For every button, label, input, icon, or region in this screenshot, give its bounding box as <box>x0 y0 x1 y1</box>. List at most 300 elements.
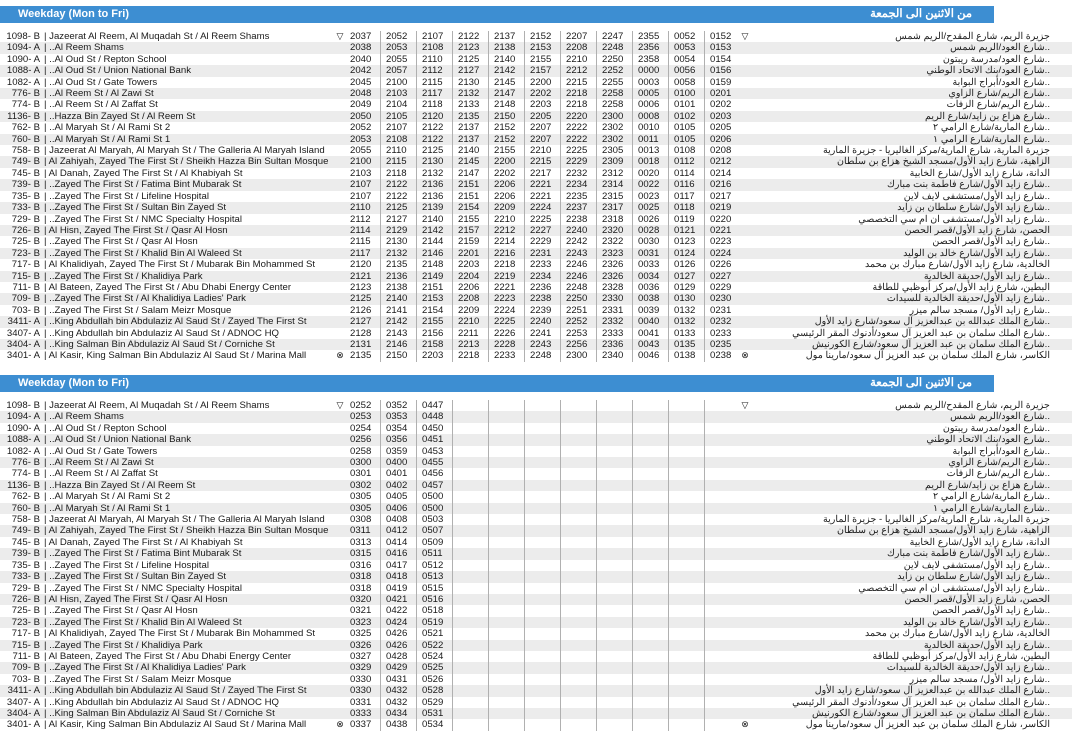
marker-cell <box>740 434 750 445</box>
departure-time: 0456 <box>417 468 453 479</box>
departure-time: 2140 <box>453 145 489 156</box>
empty-time-cell <box>633 491 669 502</box>
empty-time-cell <box>525 434 561 445</box>
marker-cell <box>335 423 345 434</box>
empty-time-cell <box>705 537 741 548</box>
stop-name-en: | ..Al Reem St / Al Zawi St <box>42 457 335 468</box>
empty-time-cell <box>705 571 741 582</box>
empty-time-cell <box>489 457 525 468</box>
departure-time: 2205 <box>525 111 561 122</box>
departure-time: 0132 <box>669 305 705 316</box>
marker-cell <box>740 446 750 457</box>
empty-time-cell <box>597 594 633 605</box>
timetable-section-2 <box>0 375 1050 731</box>
empty-time-cell <box>633 514 669 525</box>
stop-name-en: | ..Hazza Bin Zayed St / Al Reem St <box>42 111 335 122</box>
marker-cell <box>740 525 750 536</box>
stop-name-en: | ..Al Oud St / Repton School <box>44 422 167 434</box>
empty-time-cell <box>525 697 561 708</box>
empty-time-cell <box>453 548 489 559</box>
stop-name-ar: ..شارع العود/بنك الاتحاد الوطني <box>750 434 1072 445</box>
departure-time: 2221 <box>525 179 561 190</box>
timetable-row <box>0 491 1072 502</box>
marker-cell <box>335 411 345 422</box>
trip-start-end-marker-icon: ⊗ <box>741 350 749 361</box>
empty-time-cell <box>561 503 597 514</box>
empty-time-cell <box>525 548 561 559</box>
empty-time-cell <box>453 617 489 628</box>
departure-time: 0028 <box>633 225 669 236</box>
departure-time: 2136 <box>381 271 417 282</box>
timetable-row <box>0 468 1072 479</box>
departure-time: 2223 <box>489 293 525 304</box>
departure-time: 2228 <box>489 339 525 350</box>
departure-time: 0003 <box>633 77 669 88</box>
stop-code: 739- B <box>0 179 42 190</box>
stop-name-ar: ..شارع زايد الأول/مستشفى ان ام سي التخصصي <box>858 582 1050 594</box>
stop-code: 717- B <box>11 628 40 640</box>
departure-time: 2214 <box>489 236 525 247</box>
departure-time: 2108 <box>417 42 453 53</box>
departure-time: 0031 <box>633 248 669 259</box>
departure-time: 2200 <box>489 156 525 167</box>
section-header-bar <box>0 375 994 392</box>
departure-time: 0516 <box>417 594 453 605</box>
departure-time: 2239 <box>525 305 561 316</box>
departure-time: 2216 <box>489 248 525 259</box>
departure-time: 2155 <box>489 145 525 156</box>
empty-time-cell <box>705 583 741 594</box>
timetable-row <box>0 122 1072 133</box>
departure-time: 2317 <box>597 202 633 213</box>
empty-time-cell <box>597 480 633 491</box>
departure-time: 0534 <box>417 719 453 730</box>
departure-time: 0301 <box>350 468 372 480</box>
departure-time: 2210 <box>453 316 489 327</box>
departure-time: 2110 <box>417 54 453 65</box>
timetable-row <box>0 350 1072 361</box>
stop-code: 735- B <box>11 559 40 571</box>
departure-time: 0406 <box>381 503 417 514</box>
empty-time-cell <box>669 685 705 696</box>
departure-time: 0102 <box>669 111 705 122</box>
departure-time: 2148 <box>489 99 525 110</box>
marker-cell <box>740 316 750 327</box>
stop-name-en: | ..Al Oud St / Gate Towers <box>44 445 158 457</box>
empty-time-cell <box>561 617 597 628</box>
empty-time-cell <box>633 628 669 639</box>
stop-name-ar: جزيرة الريم، شارع المقدح/الريم شمس <box>895 31 1050 42</box>
empty-time-cell <box>705 468 741 479</box>
empty-time-cell <box>597 411 633 422</box>
marker-cell <box>740 225 750 236</box>
stop-name-ar: الكاسر، شارع الملك سلمان بن عبد العزيز آل سعود/مارينا مول <box>805 719 1050 731</box>
departure-time: 0138 <box>669 350 705 361</box>
marker-cell <box>335 156 345 167</box>
timetable-grid <box>0 400 1072 731</box>
timetable-row <box>0 328 1072 339</box>
departure-time: 0424 <box>381 617 417 628</box>
empty-time-cell <box>525 503 561 514</box>
header-title-ar: من الاثنين الى الجمعة <box>870 8 972 20</box>
empty-time-cell <box>633 537 669 548</box>
empty-time-cell <box>633 594 669 605</box>
departure-time: 0438 <box>381 719 417 730</box>
stop-code: 774- B <box>11 468 40 480</box>
departure-time: 0033 <box>633 259 669 270</box>
stop-code: 760- B <box>0 503 42 514</box>
departure-time: 0447 <box>417 400 453 411</box>
empty-time-cell <box>525 628 561 639</box>
departure-time: 2233 <box>525 259 561 270</box>
departure-time: 2135 <box>453 111 489 122</box>
timetable-row <box>0 514 1072 525</box>
departure-time: 0026 <box>633 214 669 225</box>
departure-time: 2210 <box>489 214 525 225</box>
marker-cell <box>335 628 345 639</box>
stop-name-en: | ..King Abdullah bin Abdulaziz Al Saud St / Zayed The First St <box>42 316 335 327</box>
empty-time-cell <box>489 697 525 708</box>
marker-cell <box>335 259 345 270</box>
empty-time-cell <box>633 411 669 422</box>
departure-time: 0056 <box>669 65 705 76</box>
timetable-row <box>0 88 1072 99</box>
stop-name-en: | ..Zayed The First St / Al Khalidiya Ladies' Park <box>42 293 335 304</box>
marker-cell <box>335 248 345 259</box>
empty-time-cell <box>525 514 561 525</box>
marker-cell <box>740 628 750 639</box>
departure-time: 2251 <box>561 305 597 316</box>
empty-time-cell <box>669 628 705 639</box>
departure-time: 2208 <box>453 293 489 304</box>
stop-code: 1136- B <box>0 480 42 491</box>
empty-time-cell <box>597 628 633 639</box>
departure-time: 2151 <box>453 179 489 190</box>
stop-code: 715- B <box>0 271 42 282</box>
empty-time-cell <box>597 514 633 525</box>
departure-time: 2136 <box>417 179 453 190</box>
stop-name-en: | ..Al Reem Shams <box>42 42 335 53</box>
marker-cell <box>740 248 750 259</box>
stop-code: 709- B <box>0 662 42 673</box>
stop-name-en: | ..King Abdullah bin Abdulaziz Al Saud St / ADNOC HQ <box>44 327 280 339</box>
empty-time-cell <box>669 548 705 559</box>
departure-time: 2242 <box>561 236 597 247</box>
departure-time: 0159 <box>705 77 741 88</box>
marker-cell <box>335 560 345 571</box>
empty-time-cell <box>669 423 705 434</box>
empty-time-cell <box>597 697 633 708</box>
marker-cell <box>740 134 750 145</box>
timetable-row <box>0 293 1072 304</box>
departure-time: 0531 <box>417 708 453 719</box>
departure-time: 2148 <box>417 259 453 270</box>
empty-time-cell <box>525 617 561 628</box>
empty-time-cell <box>489 605 525 616</box>
marker-cell <box>740 480 750 491</box>
timetable-row <box>0 77 1072 88</box>
departure-time: 2050 <box>345 111 381 122</box>
marker-cell <box>335 583 345 594</box>
timetable-row <box>0 99 1072 110</box>
empty-time-cell <box>597 468 633 479</box>
departure-time: 0217 <box>705 191 741 202</box>
departure-time: 2225 <box>489 316 525 327</box>
stop-code: 733- B <box>0 571 42 582</box>
departure-time: 0105 <box>669 134 705 145</box>
empty-time-cell <box>633 423 669 434</box>
departure-time: 0005 <box>633 88 669 99</box>
empty-time-cell <box>669 457 705 468</box>
departure-time: 2045 <box>350 76 372 88</box>
marker-cell <box>335 65 345 76</box>
departure-time: 2217 <box>525 168 561 179</box>
departure-time: 0326 <box>345 640 381 651</box>
departure-time: 0053 <box>669 42 705 53</box>
timetable-section-1 <box>0 6 1050 362</box>
marker-cell <box>335 282 345 293</box>
departure-time: 0013 <box>633 145 669 156</box>
departure-time: 2040 <box>350 53 372 65</box>
stop-code: 733- B <box>0 202 42 213</box>
empty-time-cell <box>561 674 597 685</box>
empty-time-cell <box>489 708 525 719</box>
empty-time-cell <box>669 697 705 708</box>
stop-name-ar: الزاهية، شارع زايد الأول/مسجد الشيخ هزاع بن سلطان <box>750 525 1072 536</box>
empty-time-cell <box>453 434 489 445</box>
departure-time: 2332 <box>597 316 633 327</box>
empty-time-cell <box>453 583 489 594</box>
departure-time: 0511 <box>417 548 453 559</box>
stop-code: 3407- A <box>6 696 40 708</box>
timetable-row <box>0 305 1072 316</box>
empty-time-cell <box>597 719 633 730</box>
marker-cell <box>335 99 345 110</box>
departure-time: 0117 <box>669 191 705 202</box>
stop-name-en: | ..Al Maryah St / Al Rami St 1 <box>42 503 335 514</box>
empty-time-cell <box>561 651 597 662</box>
stop-name-en: | ..Zayed The First St / Sultan Bin Zayed St <box>42 571 335 582</box>
departure-time: 2210 <box>561 54 597 65</box>
empty-time-cell <box>669 503 705 514</box>
departure-time: 2248 <box>597 42 633 53</box>
stop-name-en: | Al Khalidiyah, Zayed The First St / Mubarak Bin Mohammed St <box>44 628 316 640</box>
stop-name-ar: ..شارع زايد الأول/شارع سلطان بن زايد <box>750 571 1072 582</box>
departure-time: 0300 <box>345 457 381 468</box>
stop-name-en: | ..Zayed The First St / Salam Meizr Mosque <box>44 673 232 685</box>
marker-cell <box>335 339 345 350</box>
stop-name-en: | Al Zahiyah, Zayed The First St / Sheikh Hazza Bin Sultan Mosque <box>42 156 335 167</box>
departure-time: 0010 <box>633 122 669 133</box>
stop-code: 726- B <box>0 594 42 605</box>
marker-cell <box>740 179 750 190</box>
timetable-row <box>0 411 1072 422</box>
empty-time-cell <box>597 537 633 548</box>
stop-name-en: | ..Al Oud St / Union National Bank <box>42 434 335 445</box>
empty-time-cell <box>669 434 705 445</box>
stop-code: 1082- A <box>6 445 40 457</box>
departure-time: 2258 <box>597 99 633 110</box>
empty-time-cell <box>453 537 489 548</box>
stop-name-ar: ..شارع العود/الريم شمس <box>750 42 1072 53</box>
empty-time-cell <box>525 537 561 548</box>
departure-time: 2150 <box>489 111 525 122</box>
stop-name-ar: ..شارع زايد الأول/قصر الحصن <box>932 236 1050 248</box>
departure-time: 2127 <box>453 65 489 76</box>
departure-time: 2207 <box>525 122 561 133</box>
departure-time: 2118 <box>381 168 417 179</box>
marker-cell <box>740 214 750 225</box>
departure-time: 2115 <box>350 236 371 248</box>
stop-name-ar: الزاهية، شارع زايد الأول/مسجد الشيخ هزاع بن سلطان <box>750 156 1072 167</box>
departure-time: 2212 <box>561 65 597 76</box>
departure-time: 0325 <box>350 628 372 640</box>
empty-time-cell <box>597 571 633 582</box>
stop-name-en: | ..Al Reem St / Al Zaffat St <box>44 468 158 480</box>
departure-time: 2149 <box>417 271 453 282</box>
departure-time: 0229 <box>705 282 741 293</box>
stop-code: 726- B <box>0 225 42 236</box>
marker-cell <box>740 548 750 559</box>
departure-time: 0223 <box>705 236 741 247</box>
departure-time: 0308 <box>350 514 372 526</box>
empty-time-cell <box>597 548 633 559</box>
departure-time: 2122 <box>453 31 489 42</box>
stop-code: 725- B <box>11 605 40 617</box>
departure-time: 2137 <box>453 122 489 133</box>
stop-code: 776- B <box>0 457 42 468</box>
timetable-row <box>0 674 1072 685</box>
departure-time: 2206 <box>489 191 525 202</box>
empty-time-cell <box>453 514 489 525</box>
empty-time-cell <box>561 662 597 673</box>
departure-time: 0011 <box>633 134 669 145</box>
departure-time: 2118 <box>417 99 453 110</box>
stop-code: 749- B <box>0 525 42 536</box>
empty-time-cell <box>633 617 669 628</box>
departure-time: 2235 <box>561 191 597 202</box>
departure-time: 0221 <box>705 225 741 236</box>
timetable-row <box>0 537 1072 548</box>
departure-time: 2138 <box>489 42 525 53</box>
empty-time-cell <box>633 719 669 730</box>
empty-time-cell <box>525 583 561 594</box>
departure-time: 0522 <box>417 640 453 651</box>
departure-time: 0224 <box>705 248 741 259</box>
empty-time-cell <box>669 571 705 582</box>
departure-time: 0426 <box>381 628 417 639</box>
stop-code: 725- B <box>11 236 40 248</box>
marker-cell <box>335 316 345 327</box>
marker-cell <box>740 259 750 270</box>
departure-time: 0329 <box>345 662 381 673</box>
departure-time: 0305 <box>345 503 381 514</box>
stop-name-ar: ..شارع الريم/شارع الزفات <box>946 468 1050 480</box>
departure-time: 0232 <box>705 316 741 327</box>
departure-time: 2326 <box>597 259 633 270</box>
departure-time: 2305 <box>597 145 633 156</box>
empty-time-cell <box>525 674 561 685</box>
stop-code: 3411- A <box>0 685 42 696</box>
departure-time: 0124 <box>669 248 705 259</box>
timetable-row <box>0 594 1072 605</box>
stop-name-en: | Jazeerat Al Maryah, Al Maryah St / The Galleria Al Maryah Island <box>44 145 325 157</box>
departure-time: 2137 <box>453 134 489 145</box>
departure-time: 2300 <box>597 111 633 122</box>
departure-time: 2120 <box>417 111 453 122</box>
departure-time: 2057 <box>381 65 417 76</box>
departure-time: 0500 <box>417 491 453 502</box>
empty-time-cell <box>525 571 561 582</box>
empty-time-cell <box>633 446 669 457</box>
empty-time-cell <box>597 708 633 719</box>
stop-code: 1090- A <box>6 53 40 65</box>
departure-time: 0230 <box>705 293 741 304</box>
section-header-bar <box>0 6 994 23</box>
empty-time-cell <box>489 651 525 662</box>
stop-name-ar: الخالدية، شارع زايد الأول/شارع مبارك بن محمد <box>865 259 1050 271</box>
departure-time: 2100 <box>345 156 381 167</box>
stop-code: 703- B <box>11 304 40 316</box>
marker-cell <box>740 411 750 422</box>
departure-time: 2112 <box>350 213 371 225</box>
departure-time: 0525 <box>417 662 453 673</box>
stop-name-en: | ..King Salman Bin Abdulaziz Al Saud St / Corniche St <box>42 339 335 350</box>
departure-time: 2052 <box>381 31 417 42</box>
stop-name-en: | ..Al Maryah St / Al Rami St 2 <box>44 122 171 134</box>
departure-time: 2246 <box>561 271 597 282</box>
marker-cell <box>740 674 750 685</box>
empty-time-cell <box>633 685 669 696</box>
marker-cell <box>335 457 345 468</box>
departure-time: 2142 <box>381 316 417 327</box>
marker-cell <box>335 640 345 651</box>
stop-code: 715- B <box>0 640 42 651</box>
marker-cell <box>335 480 345 491</box>
departure-time: 0512 <box>417 560 453 571</box>
marker-cell <box>335 548 345 559</box>
departure-time: 0302 <box>345 480 381 491</box>
departure-time: 0356 <box>381 434 417 445</box>
departure-time: 2225 <box>525 214 561 225</box>
empty-time-cell <box>489 685 525 696</box>
departure-time: 2203 <box>453 259 489 270</box>
stop-name-ar: ..شارع زايد الأول/شارع فاطمة بنت مبارك <box>750 548 1072 559</box>
empty-time-cell <box>597 560 633 571</box>
departure-time: 2115 <box>417 77 453 88</box>
departure-time: 0018 <box>633 156 669 167</box>
departure-time: 0220 <box>705 214 741 225</box>
departure-time: 0429 <box>381 662 417 673</box>
departure-time: 2358 <box>633 54 669 65</box>
stop-code: 762- B <box>11 122 40 134</box>
departure-time: 2331 <box>597 305 633 316</box>
empty-time-cell <box>633 708 669 719</box>
empty-time-cell <box>633 651 669 662</box>
marker-cell <box>740 42 750 53</box>
marker-cell <box>740 708 750 719</box>
stop-code: 1090- A <box>6 422 40 434</box>
departure-time: 0022 <box>633 179 669 190</box>
departure-time: 2241 <box>525 328 561 339</box>
departure-time: 2114 <box>345 225 381 236</box>
empty-time-cell <box>561 697 597 708</box>
timetable-row <box>0 628 1072 639</box>
empty-time-cell <box>669 605 705 616</box>
empty-time-cell <box>705 446 741 457</box>
stop-name-en: | ..Al Maryah St / Al Rami St 2 <box>44 491 171 503</box>
departure-time: 2055 <box>381 54 417 65</box>
